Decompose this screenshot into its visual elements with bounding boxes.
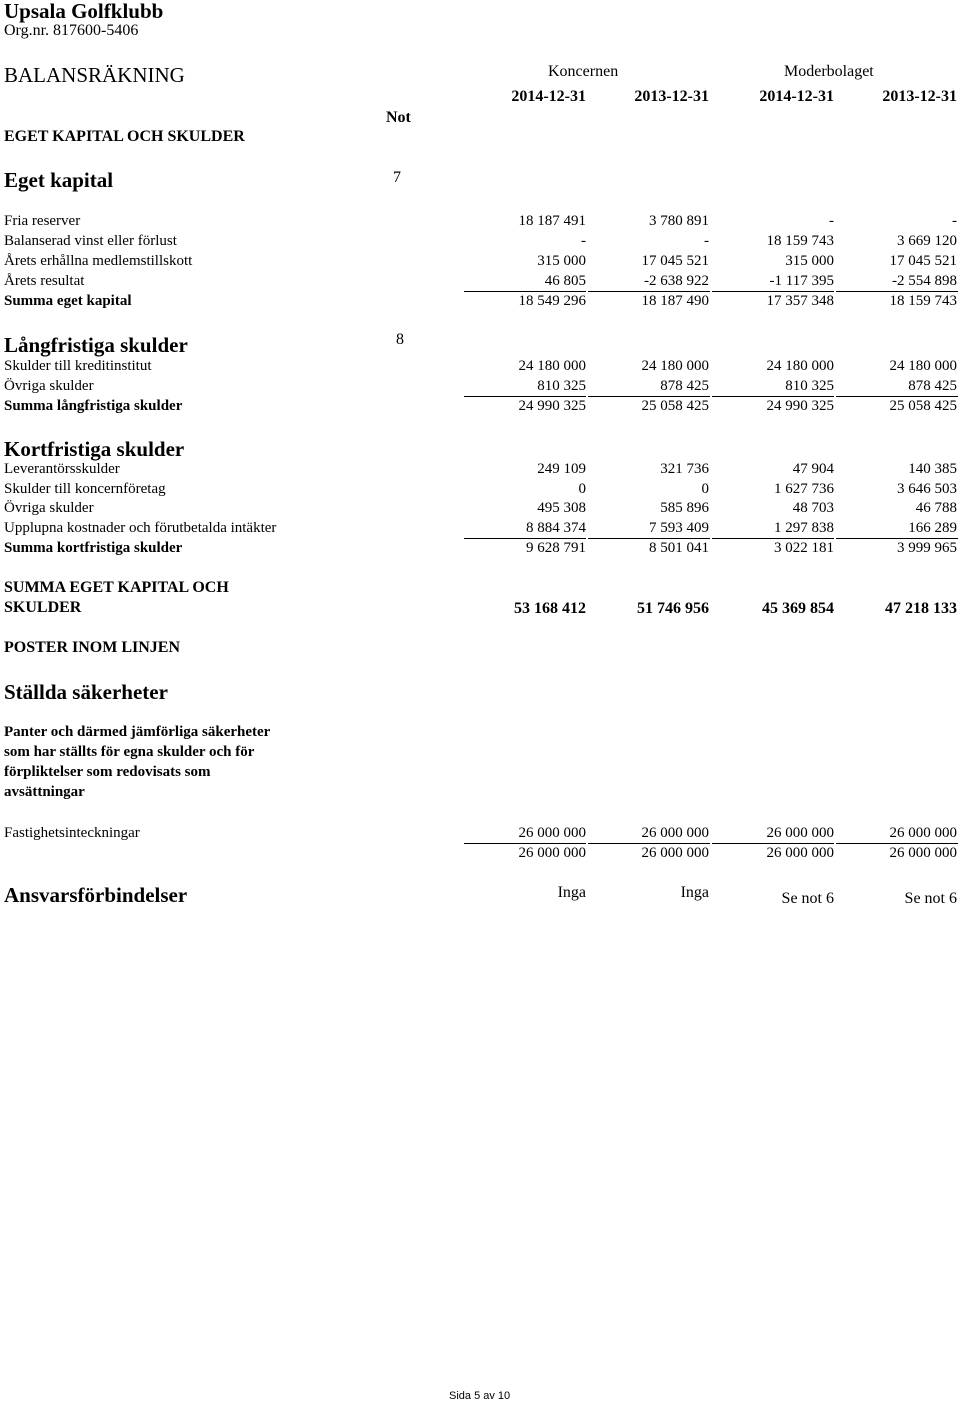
cell-value: 7 593 409	[649, 520, 709, 536]
cell-value: 46 788	[915, 500, 957, 516]
group-moderbolaget: Moderbolaget	[784, 63, 874, 80]
sum-rule	[588, 843, 710, 844]
ansvarsforbindelser-heading: Ansvarsförbindelser	[4, 883, 188, 907]
total-value: 47 218 133	[885, 600, 957, 617]
cell-value: 26 000 000	[766, 825, 834, 841]
cell-value: 810 325	[785, 378, 834, 394]
cell-value: 315 000	[785, 253, 834, 269]
ansvar-value: Se not 6	[904, 890, 957, 907]
cell-value: 8 884 374	[526, 520, 586, 536]
note-ref: 7	[393, 169, 401, 186]
ansvar-value: Inga	[557, 884, 586, 901]
row-label: Årets resultat	[4, 273, 85, 289]
sum-rule	[588, 538, 710, 539]
cell-value: 3 646 503	[897, 481, 957, 497]
company-name: Upsala Golfklubb	[4, 0, 164, 23]
cell-value: 18 187 491	[518, 213, 586, 229]
sum-value: 26 000 000	[641, 845, 709, 861]
sum-value: 9 628 791	[526, 540, 586, 556]
cell-value: 47 904	[792, 461, 834, 477]
panter-text: som har ställts för egna skulder och för	[4, 744, 255, 760]
sum-value: 8 501 041	[649, 540, 709, 556]
sum-rule	[464, 538, 586, 539]
sum-value: 25 058 425	[641, 398, 709, 414]
cell-value: 3 669 120	[897, 233, 957, 249]
sum-rule	[836, 291, 958, 292]
column-header: 2013-12-31	[882, 88, 957, 105]
column-header: 2014-12-31	[511, 88, 586, 105]
cell-value: -1 117 395	[769, 273, 834, 289]
row-label: Skulder till kreditinstitut	[4, 358, 152, 374]
sum-rule	[464, 291, 586, 292]
cell-value: 26 000 000	[889, 825, 957, 841]
row-label: Fria reserver	[4, 213, 81, 229]
stallda-sakerheter-heading: Ställda säkerheter	[4, 680, 168, 704]
cell-value: 0	[578, 481, 586, 497]
sum-rule	[836, 396, 958, 397]
cell-value: 321 736	[660, 461, 709, 477]
cell-value: -	[952, 213, 957, 229]
sum-value: 18 187 490	[641, 293, 709, 309]
sum-value: 17 357 348	[766, 293, 834, 309]
total-value: 51 746 956	[637, 600, 709, 617]
column-header: 2013-12-31	[634, 88, 709, 105]
cell-value: 26 000 000	[641, 825, 709, 841]
total-value: 53 168 412	[514, 600, 586, 617]
cell-value: 24 180 000	[766, 358, 834, 374]
row-label: Årets erhållna medlemstillskott	[4, 253, 193, 269]
cell-value: 17 045 521	[889, 253, 957, 269]
page-number: Sida 5 av 10	[449, 1390, 511, 1402]
cell-value: 3 780 891	[649, 213, 709, 229]
cell-value: 585 896	[660, 500, 709, 516]
sum-rule	[836, 538, 958, 539]
cell-value: -2 638 922	[644, 273, 709, 289]
sum-label: Summa eget kapital	[4, 293, 132, 309]
cell-value: 48 703	[792, 500, 834, 516]
total-value: 45 369 854	[762, 600, 834, 617]
page-title: BALANSRÄKNING	[4, 63, 185, 87]
cell-value: 249 109	[537, 461, 586, 477]
sum-rule	[712, 396, 834, 397]
total-label-line1: SUMMA EGET KAPITAL OCH	[4, 579, 229, 596]
sum-value: 3 022 181	[774, 540, 834, 556]
cell-value: 1 297 838	[774, 520, 834, 536]
poster-heading: POSTER INOM LINJEN	[4, 639, 181, 656]
row-label: Leverantörsskulder	[4, 461, 120, 477]
sum-value: 3 999 965	[897, 540, 957, 556]
sum-rule	[464, 396, 586, 397]
group-koncernen: Koncernen	[548, 63, 619, 80]
ansvar-value: Inga	[680, 884, 709, 901]
sum-value: 24 990 325	[518, 398, 586, 414]
section-heading-langfristiga: Långfristiga skulder	[4, 333, 188, 357]
cell-value: 17 045 521	[641, 253, 709, 269]
column-header: 2014-12-31	[759, 88, 834, 105]
sum-rule	[712, 538, 834, 539]
cell-value: 46 805	[544, 273, 586, 289]
sum-label: Summa långfristiga skulder	[4, 398, 183, 414]
panter-text: förpliktelser som redovisats som	[4, 764, 211, 780]
sum-rule	[712, 291, 834, 292]
panter-text: avsättningar	[4, 784, 85, 800]
note-ref: 8	[396, 331, 404, 348]
cell-value: 315 000	[537, 253, 586, 269]
sum-value: 24 990 325	[766, 398, 834, 414]
row-label: Upplupna kostnader och förutbetalda intäkter	[4, 520, 277, 536]
sum-rule	[464, 843, 586, 844]
row-label: Övriga skulder	[4, 500, 94, 516]
cell-value: 24 180 000	[889, 358, 957, 374]
row-label: Balanserad vinst eller förlust	[4, 233, 177, 249]
sum-value: 18 159 743	[889, 293, 957, 309]
sum-value: 26 000 000	[889, 845, 957, 861]
cell-value: -	[829, 213, 834, 229]
cell-value: -	[704, 233, 709, 249]
ansvar-value: Se not 6	[781, 890, 834, 907]
cell-value: 166 289	[908, 520, 957, 536]
cell-value: 18 159 743	[766, 233, 834, 249]
section-heading-kortfristiga: Kortfristiga skulder	[4, 437, 185, 461]
sum-rule	[712, 843, 834, 844]
cell-value: 0	[701, 481, 709, 497]
sum-rule	[588, 396, 710, 397]
row-label: Fastighetsinteckningar	[4, 825, 140, 841]
sum-rule	[836, 843, 958, 844]
note-header: Not	[386, 109, 411, 126]
sum-rule	[588, 291, 710, 292]
section-subtitle: EGET KAPITAL OCH SKULDER	[4, 128, 245, 145]
cell-value: 878 425	[908, 378, 957, 394]
cell-value: 26 000 000	[518, 825, 586, 841]
cell-value: 878 425	[660, 378, 709, 394]
org-number: Org.nr. 817600-5406	[4, 22, 139, 39]
row-label: Skulder till koncernföretag	[4, 481, 166, 497]
sum-label: Summa kortfristiga skulder	[4, 540, 183, 556]
sum-value: 26 000 000	[518, 845, 586, 861]
cell-value: 24 180 000	[641, 358, 709, 374]
section-heading-eget-kapital: Eget kapital	[4, 168, 114, 192]
cell-value: 140 385	[908, 461, 957, 477]
cell-value: 1 627 736	[774, 481, 834, 497]
sum-value: 26 000 000	[766, 845, 834, 861]
panter-text: Panter och därmed jämförliga säkerheter	[4, 724, 271, 740]
row-label: Övriga skulder	[4, 378, 94, 394]
cell-value: 24 180 000	[518, 358, 586, 374]
cell-value: 810 325	[537, 378, 586, 394]
sum-value: 25 058 425	[889, 398, 957, 414]
cell-value: 495 308	[537, 500, 586, 516]
total-label-line2: SKULDER	[4, 599, 82, 616]
cell-value: -	[581, 233, 586, 249]
cell-value: -2 554 898	[892, 273, 957, 289]
sum-value: 18 549 296	[518, 293, 586, 309]
